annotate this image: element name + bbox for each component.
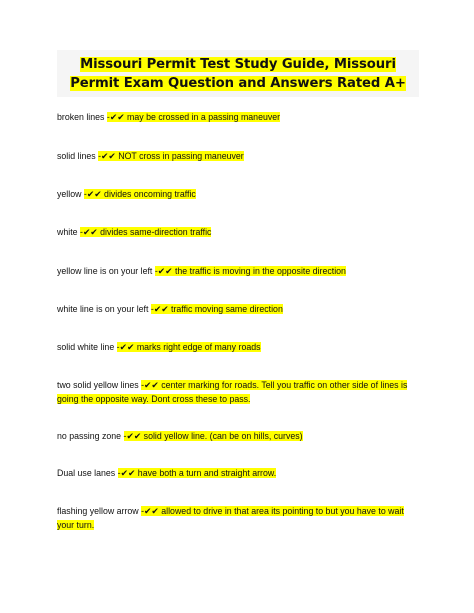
qa-item <box>57 467 419 481</box>
qa-item <box>57 303 419 317</box>
answer-text: marks right edge of many roads <box>136 342 261 352</box>
separator: - <box>80 227 83 237</box>
check-mark-icon: ✔✔ <box>120 468 136 478</box>
separator: - <box>116 342 120 352</box>
question-text: Dual use lanes <box>57 468 116 478</box>
separator: - <box>83 189 87 199</box>
qa-item <box>57 150 419 164</box>
answer-highlight <box>124 431 303 441</box>
question-text: no passing zone <box>57 431 122 441</box>
answer-highlight <box>151 304 283 314</box>
check-mark-icon: ✔✔ <box>82 227 98 237</box>
question-text: yellow line is on your left <box>57 266 153 276</box>
answer-highlight <box>118 468 277 478</box>
answer-highlight <box>98 151 244 161</box>
separator: - <box>117 468 121 478</box>
answer-highlight <box>84 189 196 199</box>
check-mark-icon: ✔✔ <box>119 342 135 352</box>
separator: - <box>154 266 158 276</box>
question-text: broken lines <box>57 112 105 122</box>
check-mark-icon: ✔✔ <box>86 189 102 199</box>
question-text: white line is on your left <box>57 304 149 314</box>
document-title: Missouri Permit Test Study Guide, Missouri Permit Exam Question and Answers Rated A+ <box>70 57 406 91</box>
separator: - <box>106 112 110 122</box>
question-text: white <box>57 227 78 237</box>
answer-highlight <box>80 227 211 237</box>
question-text: yellow <box>57 189 82 199</box>
answer-text: divides oncoming traffic <box>104 189 196 199</box>
check-mark-icon: ✔✔ <box>153 304 169 314</box>
check-mark-icon: ✔✔ <box>101 151 116 161</box>
qa-item <box>57 341 419 355</box>
separator: - <box>98 151 102 161</box>
qa-item <box>57 430 419 444</box>
answer-text: traffic moving same direction <box>171 304 283 314</box>
answer-highlight <box>107 112 280 122</box>
question-text: two solid yellow lines <box>57 380 139 390</box>
question-text: flashing yellow arrow <box>57 506 139 516</box>
answer-text: have both a turn and straight arrow. <box>137 468 277 478</box>
answer-highlight <box>155 266 346 276</box>
qa-item <box>57 226 419 240</box>
check-mark-icon: ✔✔ <box>126 431 142 441</box>
answer-text: solid yellow line. (can be on hills, curves) <box>143 431 303 441</box>
answer-text: allowed to drive in that area its pointing to but you have to wait your turn. <box>57 506 404 530</box>
answer-text: the traffic is moving in the opposite direction <box>174 266 346 276</box>
answer-highlight <box>117 342 261 352</box>
title-box <box>57 50 419 97</box>
qa-item <box>57 111 419 125</box>
separator: - <box>141 380 145 390</box>
check-mark-icon: ✔✔ <box>144 380 159 390</box>
separator: - <box>150 304 154 314</box>
qa-item <box>57 265 419 279</box>
answer-text: center marking for roads. Tell you traffic on other side of lines is going the opposite way. Dont cross these to pass. <box>57 380 408 404</box>
question-text: solid white line <box>57 342 115 352</box>
check-mark-icon: ✔✔ <box>157 266 173 276</box>
check-mark-icon: ✔✔ <box>109 112 125 122</box>
qa-item <box>57 188 419 202</box>
question-text: solid lines <box>57 151 96 161</box>
answer-text: may be crossed in a passing maneuver <box>127 112 281 122</box>
separator: - <box>123 431 127 441</box>
separator: - <box>141 506 145 516</box>
answer-text: NOT cross in passing maneuver <box>118 151 244 161</box>
qa-item <box>57 505 419 532</box>
check-mark-icon: ✔✔ <box>144 506 159 516</box>
answer-text: divides same-direction traffic <box>100 227 212 237</box>
qa-item <box>57 379 419 406</box>
